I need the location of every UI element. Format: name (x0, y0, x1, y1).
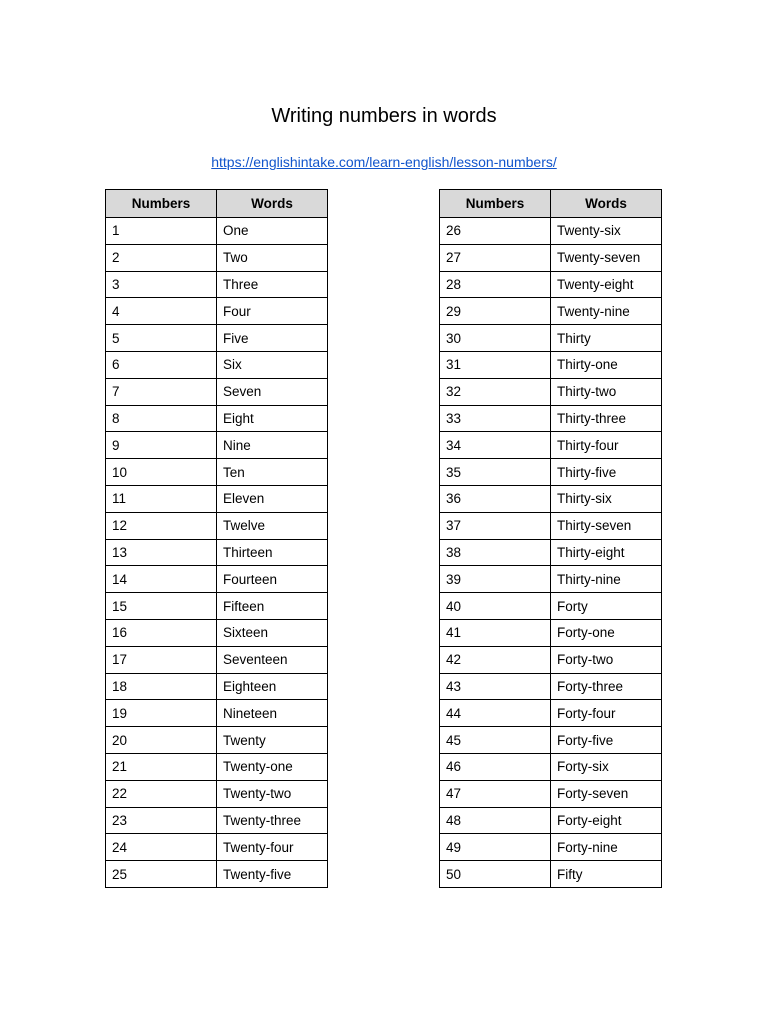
word-cell: Nineteen (217, 700, 328, 727)
table-row (440, 298, 662, 325)
number-cell: 38 (440, 539, 551, 566)
table-row (440, 271, 662, 298)
word-cell: Forty-two (551, 646, 662, 673)
word-cell: Thirty (551, 325, 662, 352)
number-cell: 31 (440, 351, 551, 378)
number-cell: 37 (440, 512, 551, 539)
word-cell: Fourteen (217, 566, 328, 593)
numbers-table-26-50 (439, 189, 662, 888)
number-cell: 22 (106, 780, 217, 807)
word-cell: Seventeen (217, 646, 328, 673)
table-row (440, 378, 662, 405)
table-body (106, 218, 328, 888)
word-cell: Six (217, 351, 328, 378)
table-row (440, 244, 662, 271)
table-row (440, 485, 662, 512)
number-cell: 15 (106, 593, 217, 620)
table-row (106, 566, 328, 593)
word-cell: Twenty-seven (551, 244, 662, 271)
page-title: Writing numbers in words (271, 105, 497, 127)
number-cell: 30 (440, 325, 551, 352)
numbers-column-header: Numbers (106, 190, 217, 218)
word-cell: Twenty-three (217, 807, 328, 834)
number-cell: 4 (106, 298, 217, 325)
table-row (106, 271, 328, 298)
table-row (440, 753, 662, 780)
word-cell: Thirty-eight (551, 539, 662, 566)
number-cell: 25 (106, 861, 217, 888)
word-cell: Twenty-one (217, 753, 328, 780)
word-cell: Thirty-seven (551, 512, 662, 539)
number-cell: 17 (106, 646, 217, 673)
number-cell: 34 (440, 432, 551, 459)
word-cell: Ten (217, 459, 328, 486)
word-cell: Thirty-six (551, 485, 662, 512)
number-cell: 29 (440, 298, 551, 325)
table-row (106, 432, 328, 459)
word-cell: Forty (551, 593, 662, 620)
word-cell: One (217, 218, 328, 245)
number-cell: 23 (106, 807, 217, 834)
table-row (106, 807, 328, 834)
table-row (106, 780, 328, 807)
word-cell: Forty-eight (551, 807, 662, 834)
number-cell: 2 (106, 244, 217, 271)
table-row (106, 218, 328, 245)
numbers-table-1-25 (105, 189, 328, 888)
table-row (106, 459, 328, 486)
number-cell: 6 (106, 351, 217, 378)
number-cell: 14 (106, 566, 217, 593)
word-cell: Forty-six (551, 753, 662, 780)
number-cell: 13 (106, 539, 217, 566)
number-cell: 40 (440, 593, 551, 620)
number-cell: 1 (106, 218, 217, 245)
word-cell: Forty-four (551, 700, 662, 727)
number-cell: 28 (440, 271, 551, 298)
word-cell: Thirteen (217, 539, 328, 566)
number-cell: 35 (440, 459, 551, 486)
word-cell: Twenty-two (217, 780, 328, 807)
table-row (106, 485, 328, 512)
number-cell: 50 (440, 861, 551, 888)
table-row (106, 244, 328, 271)
table-row (440, 512, 662, 539)
table-row (106, 834, 328, 861)
word-cell: Twenty-five (217, 861, 328, 888)
word-cell: Eight (217, 405, 328, 432)
table-row (440, 673, 662, 700)
words-column-header: Words (551, 190, 662, 218)
number-cell: 47 (440, 780, 551, 807)
table-row (106, 753, 328, 780)
word-cell: Four (217, 298, 328, 325)
word-cell: Eighteen (217, 673, 328, 700)
table-row (440, 593, 662, 620)
table-row (440, 459, 662, 486)
number-cell: 27 (440, 244, 551, 271)
word-cell: Twenty-four (217, 834, 328, 861)
table-row (440, 807, 662, 834)
number-cell: 11 (106, 485, 217, 512)
table-body (440, 218, 662, 888)
table-row (106, 861, 328, 888)
word-cell: Fifty (551, 861, 662, 888)
number-cell: 43 (440, 673, 551, 700)
number-cell: 46 (440, 753, 551, 780)
word-cell: Eleven (217, 485, 328, 512)
number-cell: 32 (440, 378, 551, 405)
table-header-row (106, 190, 328, 218)
number-cell: 7 (106, 378, 217, 405)
number-cell: 16 (106, 619, 217, 646)
word-cell: Twenty-six (551, 218, 662, 245)
table-row (440, 834, 662, 861)
number-cell: 44 (440, 700, 551, 727)
number-cell: 3 (106, 271, 217, 298)
word-cell: Three (217, 271, 328, 298)
number-cell: 9 (106, 432, 217, 459)
table-row (440, 861, 662, 888)
table-row (106, 512, 328, 539)
word-cell: Forty-one (551, 619, 662, 646)
number-cell: 33 (440, 405, 551, 432)
word-cell: Forty-three (551, 673, 662, 700)
number-cell: 24 (106, 834, 217, 861)
table-row (106, 646, 328, 673)
words-column-header: Words (217, 190, 328, 218)
table-row (440, 646, 662, 673)
number-cell: 45 (440, 727, 551, 754)
word-cell: Fifteen (217, 593, 328, 620)
word-cell: Sixteen (217, 619, 328, 646)
word-cell: Twenty-nine (551, 298, 662, 325)
table-row (440, 351, 662, 378)
table-row (440, 405, 662, 432)
table-row (106, 727, 328, 754)
table-row (106, 298, 328, 325)
word-cell: Thirty-nine (551, 566, 662, 593)
word-cell: Seven (217, 378, 328, 405)
number-cell: 41 (440, 619, 551, 646)
word-cell: Thirty-two (551, 378, 662, 405)
table-row (106, 700, 328, 727)
number-cell: 8 (106, 405, 217, 432)
number-cell: 18 (106, 673, 217, 700)
number-cell: 26 (440, 218, 551, 245)
word-cell: Nine (217, 432, 328, 459)
table-row (440, 325, 662, 352)
word-cell: Forty-seven (551, 780, 662, 807)
table-row (440, 780, 662, 807)
number-cell: 49 (440, 834, 551, 861)
number-cell: 39 (440, 566, 551, 593)
word-cell: Forty-five (551, 727, 662, 754)
word-cell: Thirty-four (551, 432, 662, 459)
table-row (106, 593, 328, 620)
number-cell: 10 (106, 459, 217, 486)
word-cell: Thirty-one (551, 351, 662, 378)
number-cell: 48 (440, 807, 551, 834)
table-row (106, 673, 328, 700)
table-row (440, 700, 662, 727)
table-row (106, 405, 328, 432)
lesson-link[interactable]: https://englishintake.com/learn-english/lesson-numbers/ (211, 154, 557, 170)
table-row (440, 218, 662, 245)
word-cell: Twenty-eight (551, 271, 662, 298)
word-cell: Two (217, 244, 328, 271)
number-cell: 12 (106, 512, 217, 539)
table-row (106, 378, 328, 405)
number-cell: 20 (106, 727, 217, 754)
word-cell: Five (217, 325, 328, 352)
number-cell: 42 (440, 646, 551, 673)
table-row (106, 325, 328, 352)
table-row (440, 727, 662, 754)
table-row (440, 539, 662, 566)
word-cell: Twelve (217, 512, 328, 539)
table-row (440, 619, 662, 646)
word-cell: Thirty-three (551, 405, 662, 432)
table-row (440, 566, 662, 593)
numbers-column-header: Numbers (440, 190, 551, 218)
table-row (440, 432, 662, 459)
number-cell: 5 (106, 325, 217, 352)
table-row (106, 539, 328, 566)
lesson-link-container (0, 153, 768, 171)
number-cell: 21 (106, 753, 217, 780)
word-cell: Twenty (217, 727, 328, 754)
word-cell: Forty-nine (551, 834, 662, 861)
table-row (106, 351, 328, 378)
number-cell: 19 (106, 700, 217, 727)
number-cell: 36 (440, 485, 551, 512)
table-row (106, 619, 328, 646)
word-cell: Thirty-five (551, 459, 662, 486)
table-header-row (440, 190, 662, 218)
